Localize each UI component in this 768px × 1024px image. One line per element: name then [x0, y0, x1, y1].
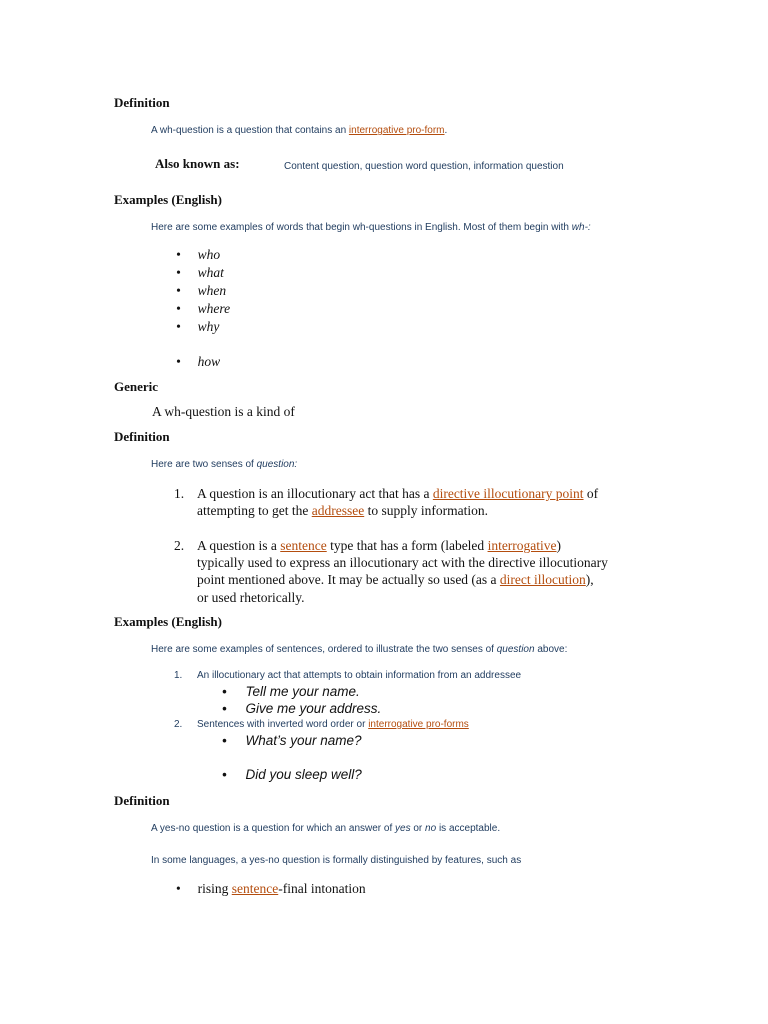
senses-intro-italic: question:	[256, 459, 298, 470]
sense-2-line-3	[197, 572, 594, 588]
examples-intro-italic: wh-:	[571, 222, 591, 233]
def-italic-no: no	[425, 823, 437, 834]
section-heading-definition: Definition	[114, 793, 170, 808]
wh-word: who	[197, 247, 221, 262]
section-heading-examples: Examples (English)	[114, 614, 222, 629]
example-sentence: Give me your address.	[245, 701, 382, 716]
also-known-as-label: Also known as:	[155, 156, 240, 171]
def-italic-yes: yes	[395, 823, 411, 834]
section-heading-generic: Generic	[114, 379, 159, 394]
list-number: 1.	[174, 486, 185, 501]
list-number: 1.	[174, 670, 183, 681]
intro-italic: question	[496, 644, 535, 655]
sense-text: A question is a	[197, 538, 281, 553]
sense-1-line-2	[197, 503, 488, 519]
list-item: • What’s your name?	[222, 733, 362, 748]
yes-no-definition	[151, 823, 500, 834]
sentence-examples-intro	[151, 644, 567, 655]
link-interrogative[interactable]: interrogative	[487, 538, 557, 553]
example-sentence: What’s your name?	[245, 733, 362, 748]
sense-text: A question is an illocutionary act that has a	[197, 486, 433, 501]
list-item: • what	[176, 265, 224, 280]
category-text: Sentences with inverted word order or	[197, 719, 369, 730]
list-number: 2.	[174, 538, 185, 553]
list-item: • Did you sleep well?	[222, 767, 362, 782]
section-heading-definition: Definition	[114, 429, 170, 444]
wh-word: when	[197, 283, 227, 298]
list-number: 2.	[174, 719, 183, 730]
list-item: • who	[176, 247, 221, 262]
senses-intro-text: Here are two senses of	[151, 459, 257, 470]
list-item: • Give me your address.	[222, 701, 382, 716]
definition-text	[151, 125, 447, 136]
wh-word: what	[197, 265, 224, 280]
intro-text: Here are some examples of sentences, ordered to illustrate the two senses of	[151, 644, 497, 655]
list-item: • where	[176, 301, 231, 316]
example-category-2	[197, 719, 469, 730]
def-text: A yes-no question is a question for which an answer of	[151, 823, 396, 834]
link-interrogative-pro-forms[interactable]: interrogative pro-forms	[368, 719, 469, 730]
example-sentence: Did you sleep well?	[245, 767, 362, 782]
link-sentence[interactable]: sentence	[231, 881, 279, 896]
sense-2-line-4: or used rhetorically.	[197, 590, 305, 605]
list-item: • Tell me your name.	[222, 684, 360, 699]
feature-text: -final intonation	[278, 881, 366, 896]
wh-word: how	[197, 354, 221, 369]
section-heading-examples: Examples (English)	[114, 192, 222, 207]
definition-text-end: .	[444, 125, 448, 136]
sense-2-line-1	[197, 538, 561, 554]
sense-text: point mentioned above. It may be actually so used (as a	[197, 572, 500, 587]
wh-word: where	[197, 301, 231, 316]
sense-2-line-2: typically used to express an illocutionary act with the directive illocutionary	[197, 555, 608, 570]
link-directive-illocutionary-point[interactable]: directive illocutionary point	[432, 486, 584, 501]
wh-word: why	[197, 319, 220, 334]
sense-1-line-1	[197, 486, 598, 502]
sense-text: ),	[585, 572, 594, 587]
senses-intro	[151, 459, 297, 470]
link-interrogative-pro-form[interactable]: interrogative pro-form	[348, 125, 445, 136]
list-item: • how	[176, 354, 221, 369]
list-item: • rising sentence-final intonation	[176, 881, 366, 896]
examples-intro-text: Here are some examples of words that begin wh-questions in English. Most of them begin with	[151, 222, 572, 233]
definition-text-start: A wh-question is a question that contains an	[151, 125, 349, 136]
generic-text: A wh-question is a kind of	[152, 404, 295, 419]
list-item: • why	[176, 319, 220, 334]
link-direct-illocution[interactable]: direct illocution	[499, 572, 586, 587]
intro-text-end: above:	[534, 644, 568, 655]
example-category-1: An illocutionary act that attempts to obtain information from an addressee	[197, 670, 522, 681]
link-sentence[interactable]: sentence	[280, 538, 327, 553]
link-addressee[interactable]: addressee	[311, 503, 365, 518]
sense-text: to supply information.	[364, 503, 488, 518]
sense-text: attempting to get the	[197, 503, 312, 518]
yes-no-features-intro: In some languages, a yes-no question is formally distinguished by features, such as	[151, 855, 522, 866]
sense-text: )	[556, 538, 562, 553]
sense-text: type that has a form (labeled	[326, 538, 488, 553]
also-known-as-value: Content question, question word question, information question	[284, 161, 564, 172]
sense-text: of	[583, 486, 599, 501]
section-heading-definition: Definition	[114, 95, 170, 110]
example-sentence: Tell me your name.	[245, 684, 360, 699]
def-text: is acceptable.	[436, 823, 501, 834]
examples-intro	[151, 222, 591, 233]
def-text: or	[410, 823, 426, 834]
list-item: • when	[176, 283, 227, 298]
feature-text: rising	[197, 881, 232, 896]
